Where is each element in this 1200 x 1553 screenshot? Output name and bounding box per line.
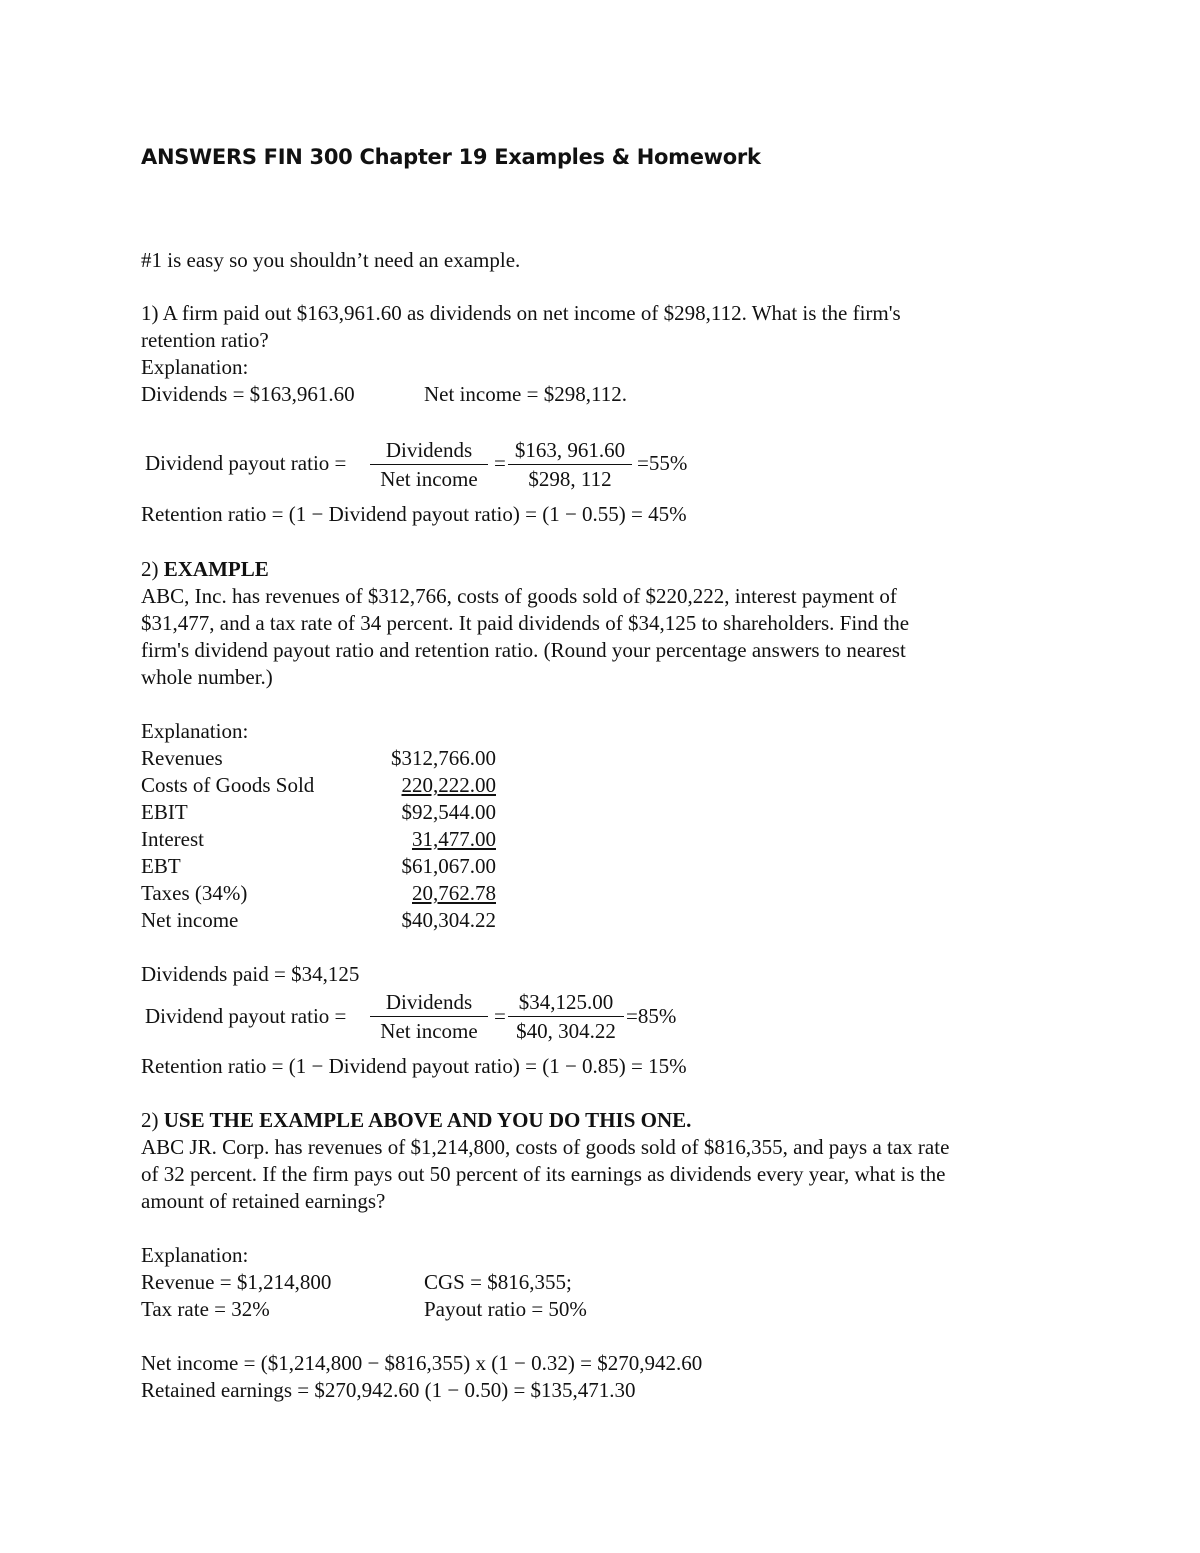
- row-label: Interest: [141, 827, 204, 851]
- q1-equals-sign: =: [494, 451, 506, 475]
- row-value: $40,304.22: [401, 908, 496, 932]
- row-label: EBIT: [141, 800, 188, 824]
- q2-homework-tax-rate: Tax rate = 32%: [141, 1297, 270, 1321]
- q1-fraction-1: [370, 436, 488, 493]
- q2-homework-retained-earnings: Retained earnings = $270,942.60 (1 − 0.50) = $135,471.30: [141, 1378, 636, 1402]
- q2-homework-text-line-3: amount of retained earnings?: [141, 1189, 386, 1213]
- row-value: 31,477.00: [412, 827, 496, 851]
- row-value: $92,544.00: [401, 800, 496, 824]
- q2-example-text-line-1: ABC, Inc. has revenues of $312,766, costs of goods sold of $220,222, interest payment of: [141, 584, 897, 608]
- q2-example-number: 2): [141, 557, 164, 581]
- q2-homework-net-income: Net income = ($1,214,800 − $816,355) x (1 − 0.32) = $270,942.60: [141, 1351, 703, 1375]
- q1-given-dividends: Dividends = $163,961.60: [141, 382, 355, 406]
- q1-fraction-1-numerator: Dividends: [385, 438, 473, 462]
- q2-fraction-1: [370, 988, 488, 1045]
- q2-homework-heading-text: USE THE EXAMPLE ABOVE AND YOU DO THIS ONE.: [163, 1108, 692, 1132]
- q2-homework-revenue: Revenue = $1,214,800: [141, 1270, 332, 1294]
- q2-fraction-2: [508, 988, 624, 1045]
- row-label: Net income: [141, 908, 239, 932]
- q2-example-text-line-3: firm's dividend payout ratio and retention ratio. (Round your percentage answers to nearest: [141, 638, 906, 662]
- q1-fraction-2: [508, 436, 632, 493]
- page-title: ANSWERS FIN 300 Chapter 19 Examples & Homework: [141, 145, 761, 169]
- q1-result: =55%: [637, 451, 688, 475]
- q2-example-heading-text: EXAMPLE: [163, 557, 269, 581]
- row-label: Costs of Goods Sold: [141, 773, 315, 797]
- row-label: Revenues: [141, 746, 223, 770]
- q2-homework-heading: [141, 1107, 691, 1134]
- q2-retention-ratio: Retention ratio = (1 − Dividend payout ratio) = (1 − 0.85) = 15%: [141, 1054, 687, 1078]
- row-value: $312,766.00: [391, 746, 496, 770]
- q2-example-text-line-4: whole number.): [141, 665, 273, 689]
- q1-explanation-label: Explanation:: [141, 355, 249, 379]
- row-label: Taxes (34%): [141, 881, 248, 905]
- q2-fraction-1-numerator: Dividends: [385, 990, 473, 1014]
- q2-equals-sign: =: [494, 1004, 506, 1028]
- row-value: $61,067.00: [401, 854, 496, 878]
- q2-homework-text-line-1: ABC JR. Corp. has revenues of $1,214,800, costs of goods sold of $816,355, and pays a tax rate: [141, 1135, 950, 1159]
- q1-text-line-1: 1) A firm paid out $163,961.60 as dividends on net income of $298,112. What is the firm's: [141, 301, 901, 325]
- row-label: EBT: [141, 854, 181, 878]
- q1-given-net-income: Net income = $298,112.: [424, 382, 627, 406]
- q2-homework-explanation-label: Explanation:: [141, 1243, 249, 1267]
- q2-fraction-1-denominator: Net income: [380, 1019, 478, 1043]
- q1-dpr-label: Dividend payout ratio =: [145, 451, 347, 475]
- q1-fraction-1-denominator: Net income: [380, 467, 478, 491]
- q2-example-heading: [141, 556, 269, 583]
- q2-result: =85%: [626, 1004, 677, 1028]
- intro-text: #1 is easy so you shouldn’t need an example.: [141, 248, 521, 272]
- q2-homework-number: 2): [141, 1108, 164, 1132]
- q2-dividends-paid: Dividends paid = $34,125: [141, 962, 360, 986]
- q1-fraction-2-numerator: $163, 961.60: [514, 438, 626, 462]
- q1-text-line-2: retention ratio?: [141, 328, 269, 352]
- q2-example-explanation-label: Explanation:: [141, 719, 249, 743]
- q2-example-text-line-2: $31,477, and a tax rate of 34 percent. It paid dividends of $34,125 to shareholders. Find the: [141, 611, 910, 635]
- q1-retention-ratio: Retention ratio = (1 − Dividend payout ratio) = (1 − 0.55) = 45%: [141, 502, 687, 526]
- row-value: 20,762.78: [412, 881, 496, 905]
- q2-fraction-2-numerator: $34,125.00: [518, 990, 614, 1014]
- q2-dpr-label: Dividend payout ratio =: [145, 1004, 347, 1028]
- row-value: 220,222.00: [401, 773, 496, 797]
- q2-fraction-2-denominator: $40, 304.22: [516, 1019, 616, 1043]
- q2-homework-payout-ratio: Payout ratio = 50%: [424, 1297, 587, 1321]
- q2-homework-text-line-2: of 32 percent. If the firm pays out 50 percent of its earnings as dividends every year, what is the: [141, 1162, 946, 1186]
- q2-homework-cgs: CGS = $816,355;: [424, 1270, 572, 1294]
- q1-fraction-2-denominator: $298, 112: [528, 467, 612, 491]
